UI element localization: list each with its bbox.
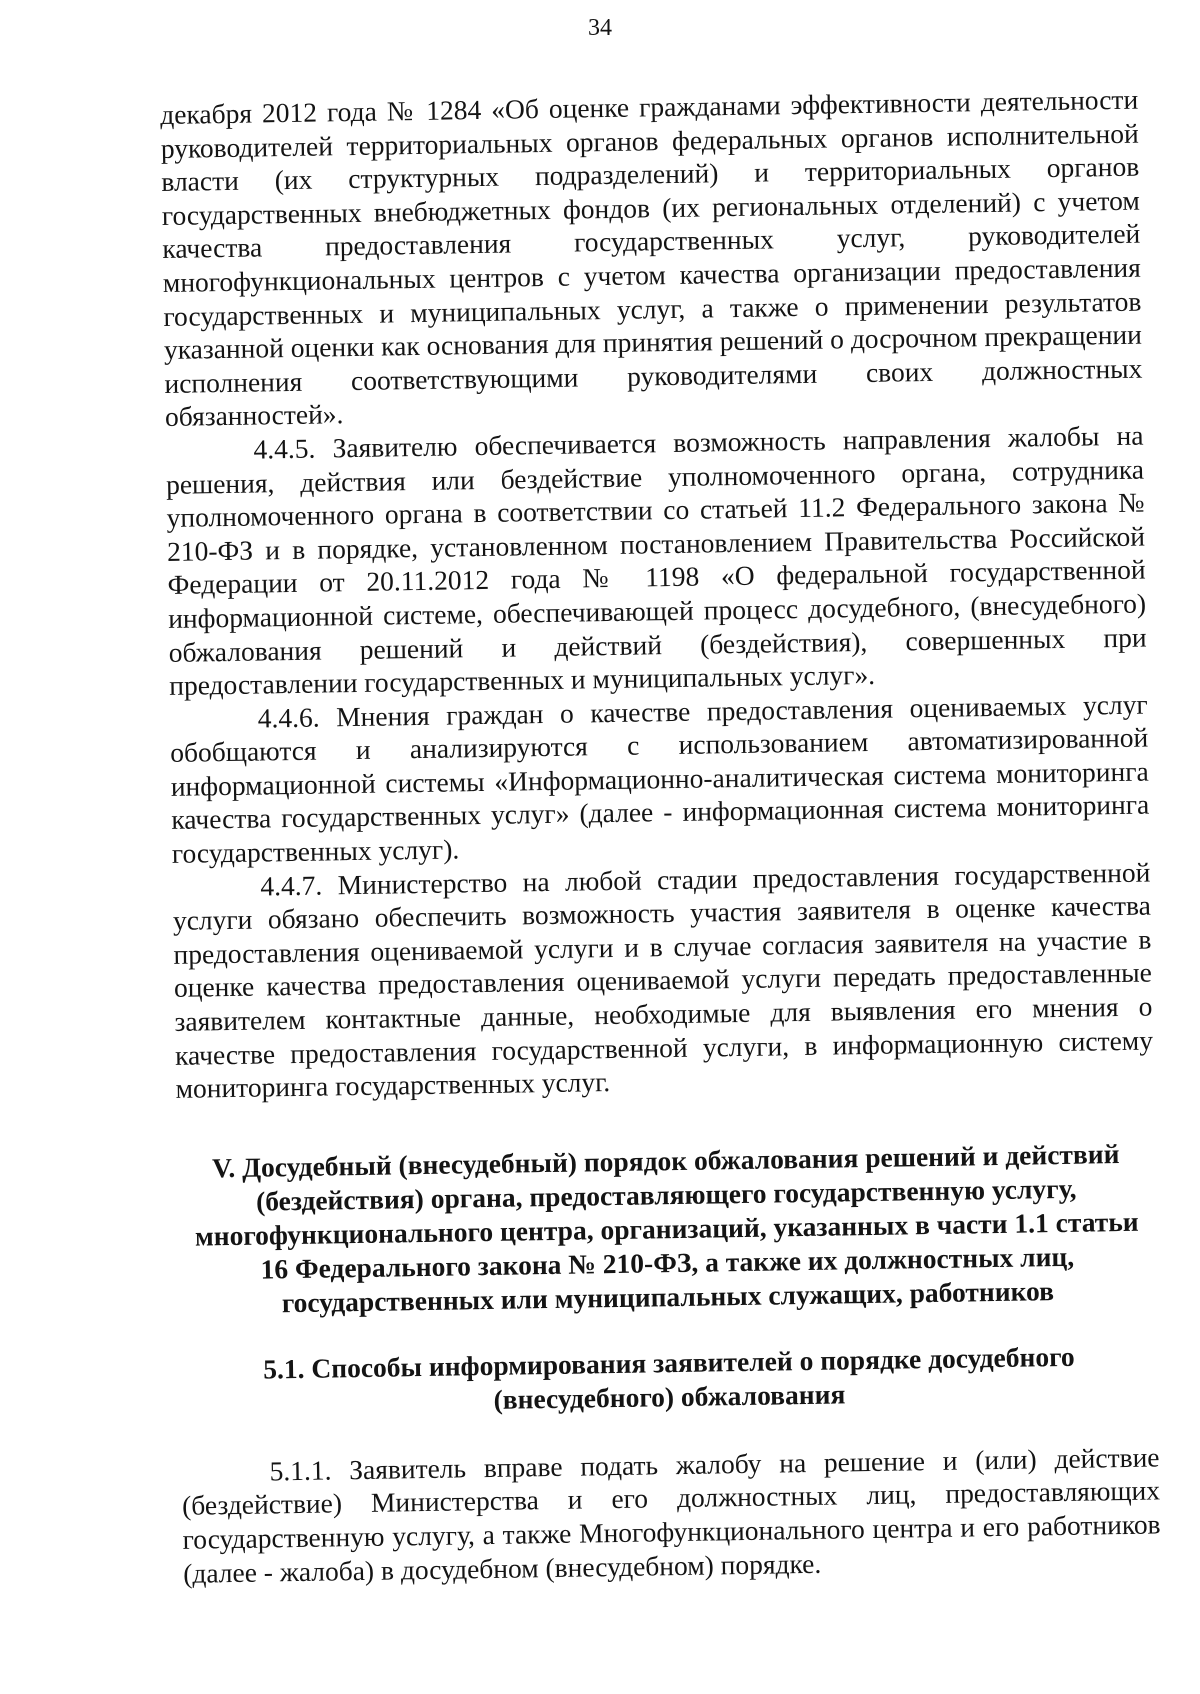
page-number: 34 <box>588 15 612 41</box>
paragraph-5-1-1: 5.1.1. Заявитель вправе подать жалобу на решение и (или) действие (бездействие) Министерства и его должностных лиц, предоставляющих государственную услугу, а также Многофункционального центра и его работников (далее - жалоба) в досудебном (внесудебном) порядке. <box>181 1441 1161 1589</box>
section-heading-v: V. Досудебный (внесудебный) порядок обжалования решений и действий (бездействия) органа, предоставляющего государственную услугу, многофункционального центра, организаций, указанных в части 1.1 статьи 16 Федерального закона № 210-ФЗ, а также их должностных лиц, государственных или муниципальных служащих, работников <box>194 1137 1139 1319</box>
document-body <box>160 83 1161 1590</box>
paragraph-4-4-5: 4.4.5. Заявителю обеспечивается возможность направления жалобы на решения, действия или бездействие уполномоченного органа, сотрудника уполномоченного органа в соответствии со статьей 11.2 Федерального закона № 210-ФЗ и в порядке, установленном постановлением Правительства Российской Федерации от 20.11.2012 года № 1198 «О федеральной государственной информационной системе, обеспечивающей процесс досудебного, (внесудебного) обжалования решений и действий (бездействия), совершенных при предоставлении государственных и муниципальных услуг». <box>165 419 1147 702</box>
subsection-heading-5-1: 5.1. Способы информирования заявителей о порядке досудебного (внесудебного) обжалования <box>262 1340 1075 1415</box>
paragraph-continuation-4-4-4: декабря 2012 года № 1284 «Об оценке гражданами эффективности деятельности руководителей территориальных органов федеральных органов исполнительной власти (их структурных подразделений) и территориальных органов государственных внебюджетных фондов (их региональных отделений) с учетом качества предоставления государственных услуг, руководителей многофункциональных центров с учетом качества организации предоставления государственных и муниципальных услуг, а также о применении результатов указанной оценки как основания для принятия решений о досрочном прекращении исполнения соответствующими руководителями своих должностных обязанностей». <box>160 83 1143 433</box>
paragraph-4-4-6: 4.4.6. Мнения граждан о качестве предоставления оцениваемых услуг обобщаются и анализируются с использованием автоматизированной информационной системы «Информационно-аналитическая система мониторинга качества государственных услуг» (далее - информационная система мониторинга государственных услуг). <box>170 688 1150 869</box>
paragraph-4-4-7: 4.4.7. Министерство на любой стадии предоставления государственной услуги обязано обеспечить возможность участия заявителя в оценке качества предоставления оцениваемой услуги и в случае согласия заявителя на участие в оценке качества предоставления оцениваемой услуги передать предоставленные заявителем контактные данные, необходимые для выявления его мнения о качестве предоставления государственной услуги, в информационную систему мониторинга государственных услуг. <box>172 856 1154 1105</box>
